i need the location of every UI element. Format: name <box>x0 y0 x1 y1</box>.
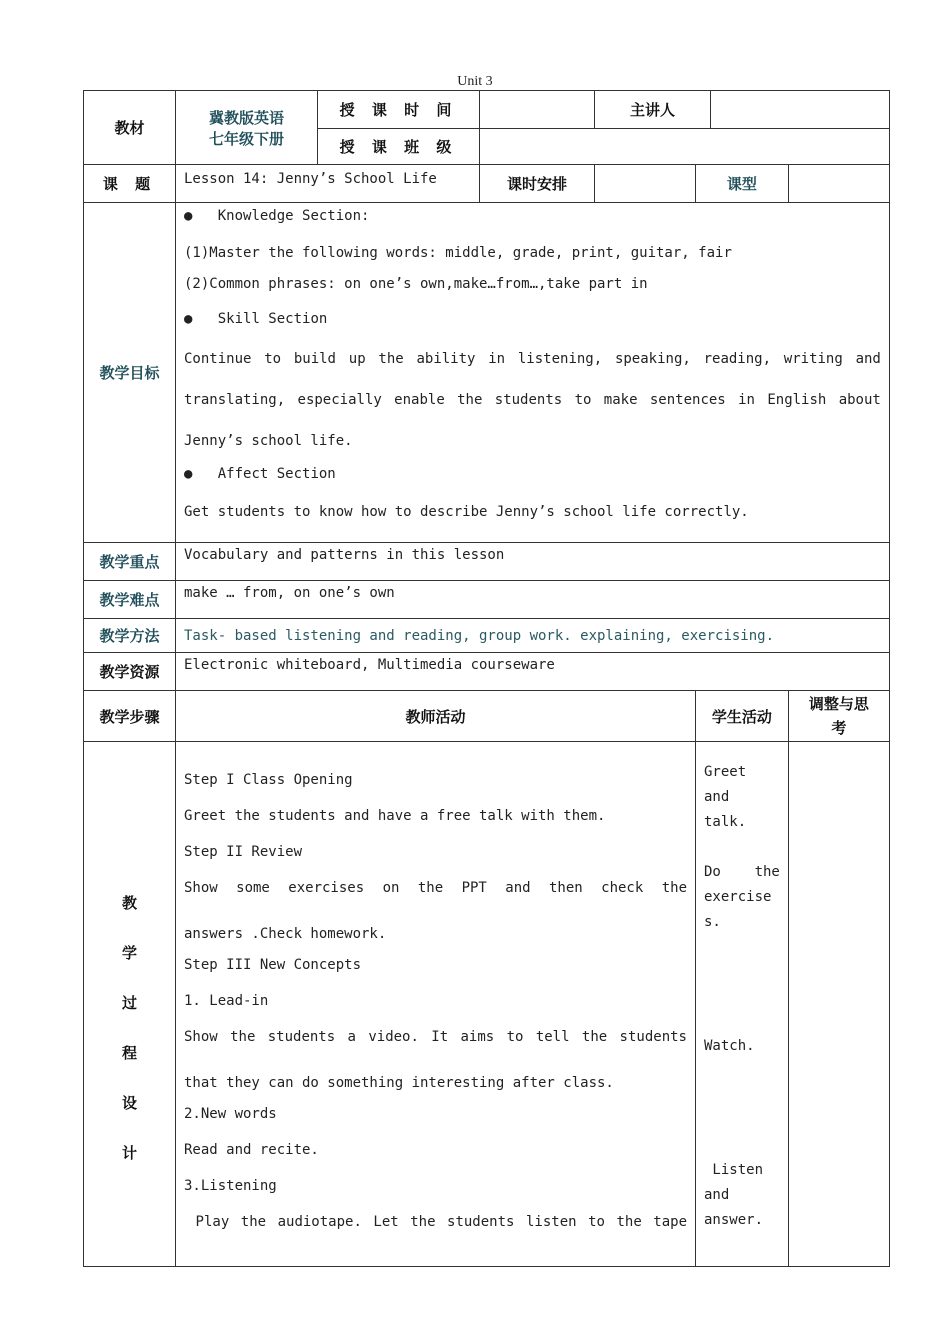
adjust-header-line-1: 调整与思 <box>808 695 869 713</box>
affect-text: Get students to know how to describe Jenny’s school life correctly. <box>184 504 749 520</box>
objectives-label: 教学目标 <box>84 203 176 543</box>
affect-section-title-line <box>184 456 881 492</box>
focus-label: 教学重点 <box>84 543 176 581</box>
skill-text-line-2: translating, especially enable the students to make sentences in English about <box>184 392 881 408</box>
difficulty-label: 教学难点 <box>84 581 176 619</box>
difficulty-value: make … from, on one’s own <box>176 581 890 619</box>
page-header: Unit 3 <box>457 74 493 89</box>
material-value <box>176 91 318 165</box>
student-activity-line: and <box>704 789 730 805</box>
listening-title: 3.Listening <box>184 1178 277 1194</box>
class-label: 授 课 班 级 <box>318 129 480 165</box>
focus-value: Vocabulary and patterns in this lesson <box>176 543 890 581</box>
adjust-content <box>788 742 889 1267</box>
student-activity-line: answer. <box>704 1212 764 1228</box>
topic-value: Lesson 14: Jenny’s School Life <box>176 165 480 203</box>
skill-section-title-line <box>184 302 881 338</box>
student-activity-line: Watch. <box>704 1038 755 1054</box>
adjust-header-line-2: 考 <box>831 719 847 737</box>
student-activity-content <box>696 742 789 1267</box>
bullet-icon: ● <box>184 466 193 482</box>
process-label-char: 设 <box>121 1094 137 1112</box>
student-activity-line: Do the <box>704 864 780 880</box>
new-words-text: Read and recite. <box>184 1142 319 1158</box>
schedule-value <box>595 165 696 203</box>
student-activity-header: 学生活动 <box>696 691 789 742</box>
step-1-text: Greet the students and have a free talk with them. <box>184 808 606 824</box>
lead-in-text-line-1: Show the students a video. It aims to tell the students <box>184 1029 687 1045</box>
speaker-label: 主讲人 <box>595 91 711 129</box>
step-2-text-line-2: answers .Check homework. <box>184 926 387 942</box>
knowledge-words: (1)Master the following words: middle, grade, print, guitar, fair <box>184 245 732 261</box>
student-activity-line: Greet <box>704 764 747 780</box>
skill-text-line-3: Jenny’s school life. <box>184 433 353 449</box>
bullet-icon: ● <box>184 311 193 327</box>
steps-header: 教学步骤 <box>84 691 176 742</box>
student-activity-line: exercise <box>704 889 772 905</box>
process-label-char: 过 <box>121 994 137 1012</box>
student-activity-line: talk. <box>704 814 747 830</box>
type-label: 课型 <box>696 165 789 203</box>
affect-section-title: Affect Section <box>217 466 336 482</box>
listening-text: Play the audiotape. Let the students listen to the tape <box>184 1214 687 1230</box>
step-2-text-line-1: Show some exercises on the PPT and then check the <box>184 880 687 896</box>
process-label-char: 学 <box>121 944 137 962</box>
speaker-value <box>710 91 889 129</box>
process-label-char: 程 <box>121 1044 137 1062</box>
knowledge-section-title-line <box>184 203 881 230</box>
adjust-header <box>788 691 889 742</box>
step-2-title: Step II Review <box>184 844 303 860</box>
step-1-title: Step I Class Opening <box>184 772 353 788</box>
class-value <box>480 129 890 165</box>
schedule-label: 课时安排 <box>480 165 595 203</box>
knowledge-section-title: Knowledge Section: <box>217 208 370 224</box>
resource-label: 教学资源 <box>84 653 176 691</box>
step-3-title: Step III New Concepts <box>184 957 362 973</box>
method-label: 教学方法 <box>84 619 176 653</box>
material-value-line-1: 冀教版英语 <box>208 108 284 127</box>
resource-value: Electronic whiteboard, Multimedia courseware <box>176 653 890 691</box>
teacher-activity-content <box>176 742 696 1267</box>
skill-text-line-1: Continue to build up the ability in listening, speaking, reading, writing and <box>184 351 881 367</box>
skill-section-title: Skill Section <box>217 311 328 327</box>
knowledge-phrases: (2)Common phrases: on one’s own,make…from…,take part in <box>184 276 648 292</box>
process-label-char: 计 <box>121 1144 137 1162</box>
lesson-plan-table <box>83 90 890 1267</box>
student-activity-line: Listen <box>704 1162 764 1178</box>
time-value <box>480 91 595 129</box>
material-value-line-2: 七年级下册 <box>208 129 284 148</box>
lead-in-title: 1. Lead-in <box>184 993 269 1009</box>
topic-label: 课 题 <box>84 165 176 203</box>
time-label: 授 课 时 间 <box>318 91 480 129</box>
process-label-char: 教 <box>121 894 137 912</box>
lead-in-text-line-2: that they can do something interesting after class. <box>184 1075 614 1091</box>
method-value: Task- based listening and reading, group work. explaining, exercising. <box>176 619 890 653</box>
new-words-title: 2.New words <box>184 1106 277 1122</box>
bullet-icon: ● <box>184 208 193 224</box>
student-activity-line: and <box>704 1187 730 1203</box>
type-value <box>788 165 889 203</box>
material-label: 教材 <box>84 91 176 165</box>
objectives-content <box>176 203 890 543</box>
process-label <box>84 742 176 1267</box>
teacher-activity-header: 教师活动 <box>176 691 696 742</box>
student-activity-line: s. <box>704 914 721 930</box>
